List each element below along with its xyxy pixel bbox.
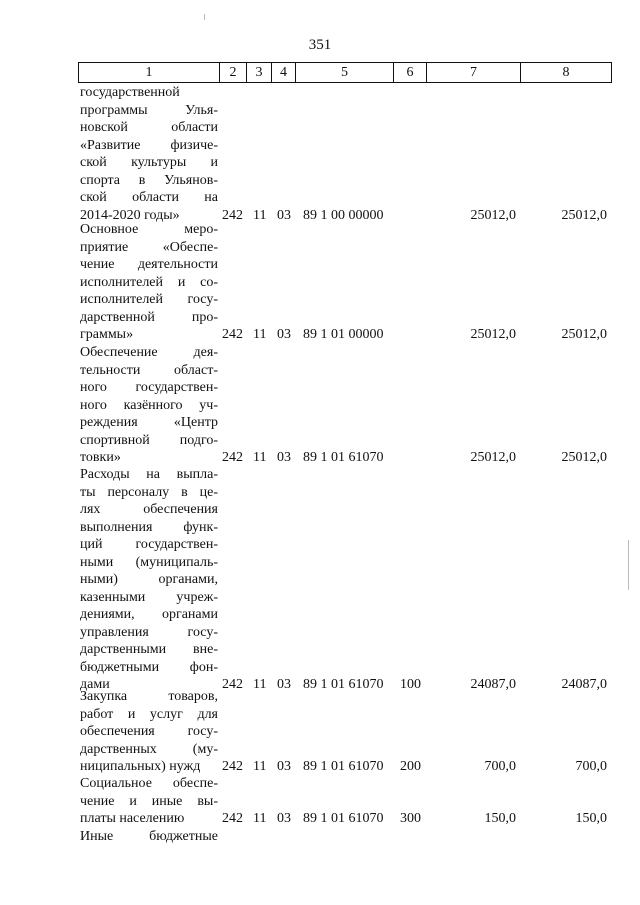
cell-c3: 11 [253, 759, 267, 774]
column-header-3: 3 [247, 63, 272, 83]
cell-c5: 89 1 01 61070 [303, 677, 384, 692]
cell-c4: 03 [277, 811, 291, 826]
description-line: ными) органами, [80, 572, 218, 587]
description-line: ного государствен- [80, 380, 218, 395]
description-line: обеспечения госу- [80, 724, 218, 739]
column-header-5: 5 [296, 63, 394, 83]
description-line: дами [80, 677, 110, 692]
cell-c7: 24087,0 [470, 677, 516, 692]
description-line: Основное меро- [80, 222, 218, 237]
description-line: приятие «Обеспе- [80, 239, 218, 255]
description-line: дарственных (му- [80, 741, 218, 757]
description-line: дарственной про- [80, 309, 218, 325]
cell-c8: 25012,0 [561, 327, 607, 342]
description-line: ций государствен- [80, 537, 218, 552]
row-description [80, 775, 218, 828]
cell-c5: 89 1 01 61070 [303, 759, 384, 774]
column-header-1: 1 [79, 63, 220, 83]
description-line: государственной [80, 85, 180, 100]
description-line: Обеспечение дея- [80, 345, 218, 360]
description-line: ниципальных) нужд [80, 759, 201, 774]
cell-c4: 03 [277, 207, 291, 223]
cell-c3: 11 [253, 450, 267, 465]
description-line: «Развитие физиче- [80, 137, 218, 153]
cell-c7: 25012,0 [470, 327, 516, 342]
description-line: 2014-2020 годы» [80, 207, 180, 223]
column-header-row [78, 62, 612, 83]
cell-c5: 89 1 01 61070 [303, 811, 384, 826]
page-number: 351 [308, 37, 332, 53]
cell-c3: 11 [253, 811, 267, 826]
cell-c2: 242 [222, 677, 243, 692]
cell-c3: 11 [253, 207, 267, 223]
cell-c5: 89 1 00 00000 [303, 207, 384, 223]
scan-edge-mark [628, 540, 629, 590]
description-line: ской области на [80, 190, 218, 205]
description-line: Социальное обеспе- [80, 776, 218, 791]
description-line: Иные бюджетные [80, 829, 218, 844]
cell-c5: 89 1 01 61070 [303, 450, 384, 465]
description-line: ными (муниципаль- [80, 554, 218, 570]
row-description [80, 688, 218, 776]
cell-c3: 11 [253, 327, 267, 342]
cell-c2: 242 [222, 759, 243, 774]
cell-c7: 150,0 [484, 811, 516, 826]
cell-c4: 03 [277, 677, 291, 692]
description-line: платы населению [80, 811, 185, 826]
description-line: Закупка товаров, [80, 689, 218, 704]
row-description [80, 84, 218, 224]
description-line: исполнителей и со- [80, 274, 218, 290]
row-description [80, 828, 218, 846]
cell-c8: 25012,0 [561, 207, 607, 223]
description-line: товки» [80, 450, 121, 465]
column-header-8: 8 [521, 63, 612, 83]
description-line: управления госу- [80, 624, 218, 640]
description-line: лях обеспечения [80, 502, 218, 517]
description-line: программы Улья- [80, 102, 218, 118]
cell-c2: 242 [222, 811, 243, 826]
description-line: граммы» [80, 327, 134, 342]
cell-c4: 03 [277, 327, 291, 342]
cell-c7: 25012,0 [470, 207, 516, 223]
cell-c8: 150,0 [575, 811, 607, 826]
column-header-7: 7 [427, 63, 521, 83]
description-line: ты персоналу в це- [80, 484, 218, 500]
description-line: дарственными вне- [80, 642, 218, 657]
cell-c8: 700,0 [575, 759, 607, 774]
cell-c8: 25012,0 [561, 450, 607, 465]
description-line: спорта в Ульянов- [80, 172, 218, 188]
description-line: бюджетными фон- [80, 659, 218, 675]
cell-c6: 300 [400, 811, 421, 826]
cell-c2: 242 [222, 450, 243, 465]
cell-c7: 700,0 [484, 759, 516, 774]
row-description [80, 221, 218, 344]
description-line: Расходы на выпла- [80, 467, 218, 482]
description-line: дениями, органами [80, 607, 218, 622]
description-line: чение и иные вы- [80, 793, 218, 809]
row-description [80, 344, 218, 467]
cell-c7: 25012,0 [470, 450, 516, 465]
description-line: тельности област- [80, 362, 218, 378]
cell-c6: 100 [400, 677, 421, 692]
column-header-2: 2 [220, 63, 247, 83]
description-line: новской области [80, 120, 218, 135]
cell-c5: 89 1 01 00000 [303, 327, 384, 342]
description-line: ской культуры и [80, 155, 218, 170]
scan-speck [204, 14, 205, 20]
cell-c6: 200 [400, 759, 421, 774]
description-line: ного казённого уч- [80, 397, 218, 413]
cell-c4: 03 [277, 759, 291, 774]
cell-c2: 242 [222, 327, 243, 342]
cell-c4: 03 [277, 450, 291, 465]
description-line: чение деятельности [80, 257, 218, 272]
description-line: выполнения функ- [80, 519, 218, 535]
cell-c3: 11 [253, 677, 267, 692]
description-line: исполнителей госу- [80, 292, 218, 307]
description-line: работ и услуг для [80, 706, 218, 722]
row-description [80, 466, 218, 694]
cell-c2: 242 [222, 207, 243, 223]
column-header-4: 4 [272, 63, 296, 83]
description-line: реждения «Центр [80, 415, 218, 430]
cell-c8: 24087,0 [561, 677, 607, 692]
description-line: спортивной подго- [80, 432, 218, 448]
description-line: казенными учреж- [80, 589, 218, 605]
column-header-6: 6 [394, 63, 427, 83]
